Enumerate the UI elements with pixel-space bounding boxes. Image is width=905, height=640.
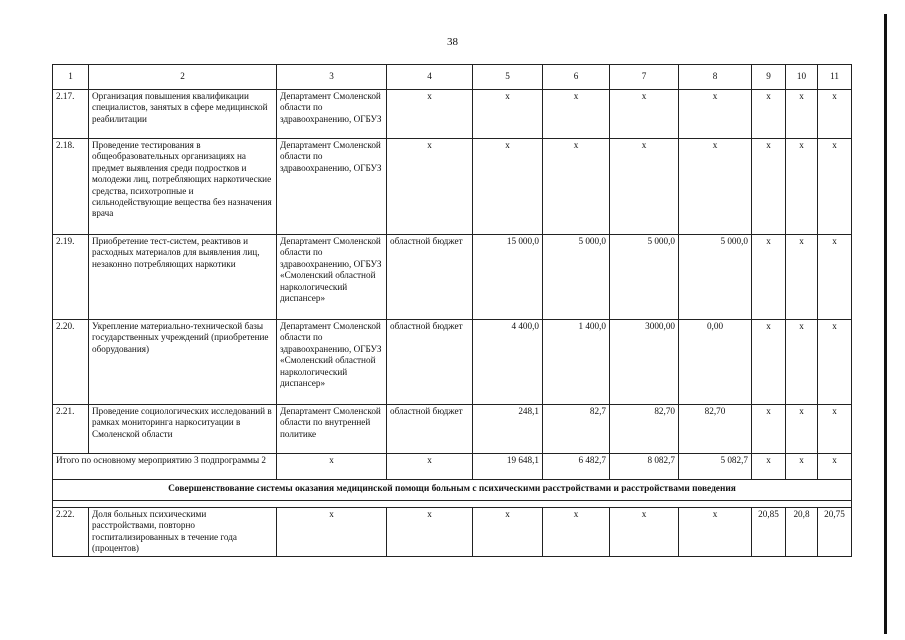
activity-name: Приобретение тест-систем, реактивов и расходных материалов для выявления лиц, незаконно потребляющих наркотики: [89, 235, 277, 320]
value-cell: х: [610, 90, 679, 139]
executor: Департамент Смоленской области по здравоохранению, ОГБУЗ «Смоленский областной наркологический диспансер»: [277, 235, 387, 320]
value-cell: х: [818, 405, 852, 454]
value-cell: 15 000,0: [473, 235, 543, 320]
funding-source: х: [387, 508, 473, 557]
table-row: [53, 90, 852, 139]
value-cell: х: [818, 90, 852, 139]
column-header: 9: [752, 65, 786, 90]
executor: Департамент Смоленской области по здравоохранению, ОГБУЗ «Смоленский областной наркологический диспансер»: [277, 320, 387, 405]
value-cell: х: [679, 508, 752, 557]
column-header: 5: [473, 65, 543, 90]
value-cell: х: [752, 139, 786, 235]
value-cell: 8 082,7: [610, 454, 679, 480]
column-header: 3: [277, 65, 387, 90]
value-cell: х: [786, 454, 818, 480]
value-cell: 4 400,0: [473, 320, 543, 405]
column-header: 10: [786, 65, 818, 90]
value-cell: х: [752, 320, 786, 405]
total-label: Итого по основному мероприятию 3 подпрограммы 2: [53, 454, 277, 480]
value-cell: х: [786, 405, 818, 454]
spacer-cell: [53, 501, 852, 508]
value-cell: 5 000,0: [610, 235, 679, 320]
value-cell: 82,70: [610, 405, 679, 454]
column-number-row: [53, 65, 852, 90]
value-cell: 82,7: [543, 405, 610, 454]
value-cell: 5 000,0: [679, 235, 752, 320]
section-row: [53, 480, 852, 501]
value-cell: 5 082,7: [679, 454, 752, 480]
activity-name: Проведение социологических исследований в рамках мониторинга наркоситуации в Смоленской области: [89, 405, 277, 454]
row-number: 2.21.: [53, 405, 89, 454]
executor: х: [277, 508, 387, 557]
column-header: 4: [387, 65, 473, 90]
spacer-row: [53, 501, 852, 508]
value-cell: х: [818, 139, 852, 235]
program-table: [52, 64, 852, 557]
value-cell: х: [610, 139, 679, 235]
value-cell: 20,8: [786, 508, 818, 557]
value-cell: х: [679, 90, 752, 139]
row-number: 2.17.: [53, 90, 89, 139]
section-title: Совершенствование системы оказания медицинской помощи больным с психическими расстройствами и расстройствами поведения: [53, 480, 852, 501]
table-row: [53, 508, 852, 557]
executor: Департамент Смоленской области по здравоохранению, ОГБУЗ: [277, 90, 387, 139]
funding-source: областной бюджет: [387, 405, 473, 454]
row-number: 2.18.: [53, 139, 89, 235]
value-cell: 6 482,7: [543, 454, 610, 480]
value-cell: 20,85: [752, 508, 786, 557]
total-row: [53, 454, 852, 480]
value-cell: х: [610, 508, 679, 557]
value-cell: х: [786, 235, 818, 320]
executor: Департамент Смоленской области по внутренней политике: [277, 405, 387, 454]
table-row: [53, 320, 852, 405]
value-cell: 248,1: [473, 405, 543, 454]
executor: х: [277, 454, 387, 480]
value-cell: х: [786, 90, 818, 139]
value-cell: х: [786, 139, 818, 235]
value-cell: 20,75: [818, 508, 852, 557]
value-cell: х: [543, 508, 610, 557]
column-header: 8: [679, 65, 752, 90]
column-header: 2: [89, 65, 277, 90]
table-row: [53, 139, 852, 235]
column-header: 1: [53, 65, 89, 90]
value-cell: х: [679, 139, 752, 235]
row-number: 2.22.: [53, 508, 89, 557]
column-header: 11: [818, 65, 852, 90]
activity-name: Организация повышения квалификации специалистов, занятых в сфере медицинской реабилитации: [89, 90, 277, 139]
value-cell: х: [752, 235, 786, 320]
value-cell: х: [752, 405, 786, 454]
funding-source: областной бюджет: [387, 320, 473, 405]
table-row: [53, 235, 852, 320]
margin-rule: [884, 14, 887, 634]
value-cell: 82,70: [679, 405, 752, 454]
value-cell: х: [752, 90, 786, 139]
funding-source: областной бюджет: [387, 235, 473, 320]
value-cell: 5 000,0: [543, 235, 610, 320]
value-cell: х: [786, 320, 818, 405]
value-cell: х: [473, 139, 543, 235]
value-cell: 1 400,0: [543, 320, 610, 405]
value-cell: 19 648,1: [473, 454, 543, 480]
executor: Департамент Смоленской области по здравоохранению, ОГБУЗ: [277, 139, 387, 235]
funding-source: х: [387, 90, 473, 139]
value-cell: х: [473, 90, 543, 139]
value-cell: 0,00: [679, 320, 752, 405]
table-row: [53, 405, 852, 454]
value-cell: 3000,00: [610, 320, 679, 405]
row-number: 2.19.: [53, 235, 89, 320]
value-cell: х: [818, 454, 852, 480]
column-header: 7: [610, 65, 679, 90]
value-cell: х: [818, 235, 852, 320]
page-number: 38: [447, 36, 458, 48]
activity-name: Укрепление материально-технической базы государственных учреждений (приобретение оборудования): [89, 320, 277, 405]
row-number: 2.20.: [53, 320, 89, 405]
activity-name: Проведение тестирования в общеобразовательных организациях на предмет выявления среди подростков и молодежи лиц, потребляющих наркотические средства, психотропные и сильнодействующие вещества без назначения врача: [89, 139, 277, 235]
funding-source: х: [387, 139, 473, 235]
value-cell: х: [818, 320, 852, 405]
column-header: 6: [543, 65, 610, 90]
funding-source: х: [387, 454, 473, 480]
value-cell: х: [473, 508, 543, 557]
value-cell: х: [752, 454, 786, 480]
value-cell: х: [543, 139, 610, 235]
activity-name: Доля больных психическими расстройствами, повторно госпитализированных в течение года (процентов): [89, 508, 277, 557]
value-cell: х: [543, 90, 610, 139]
